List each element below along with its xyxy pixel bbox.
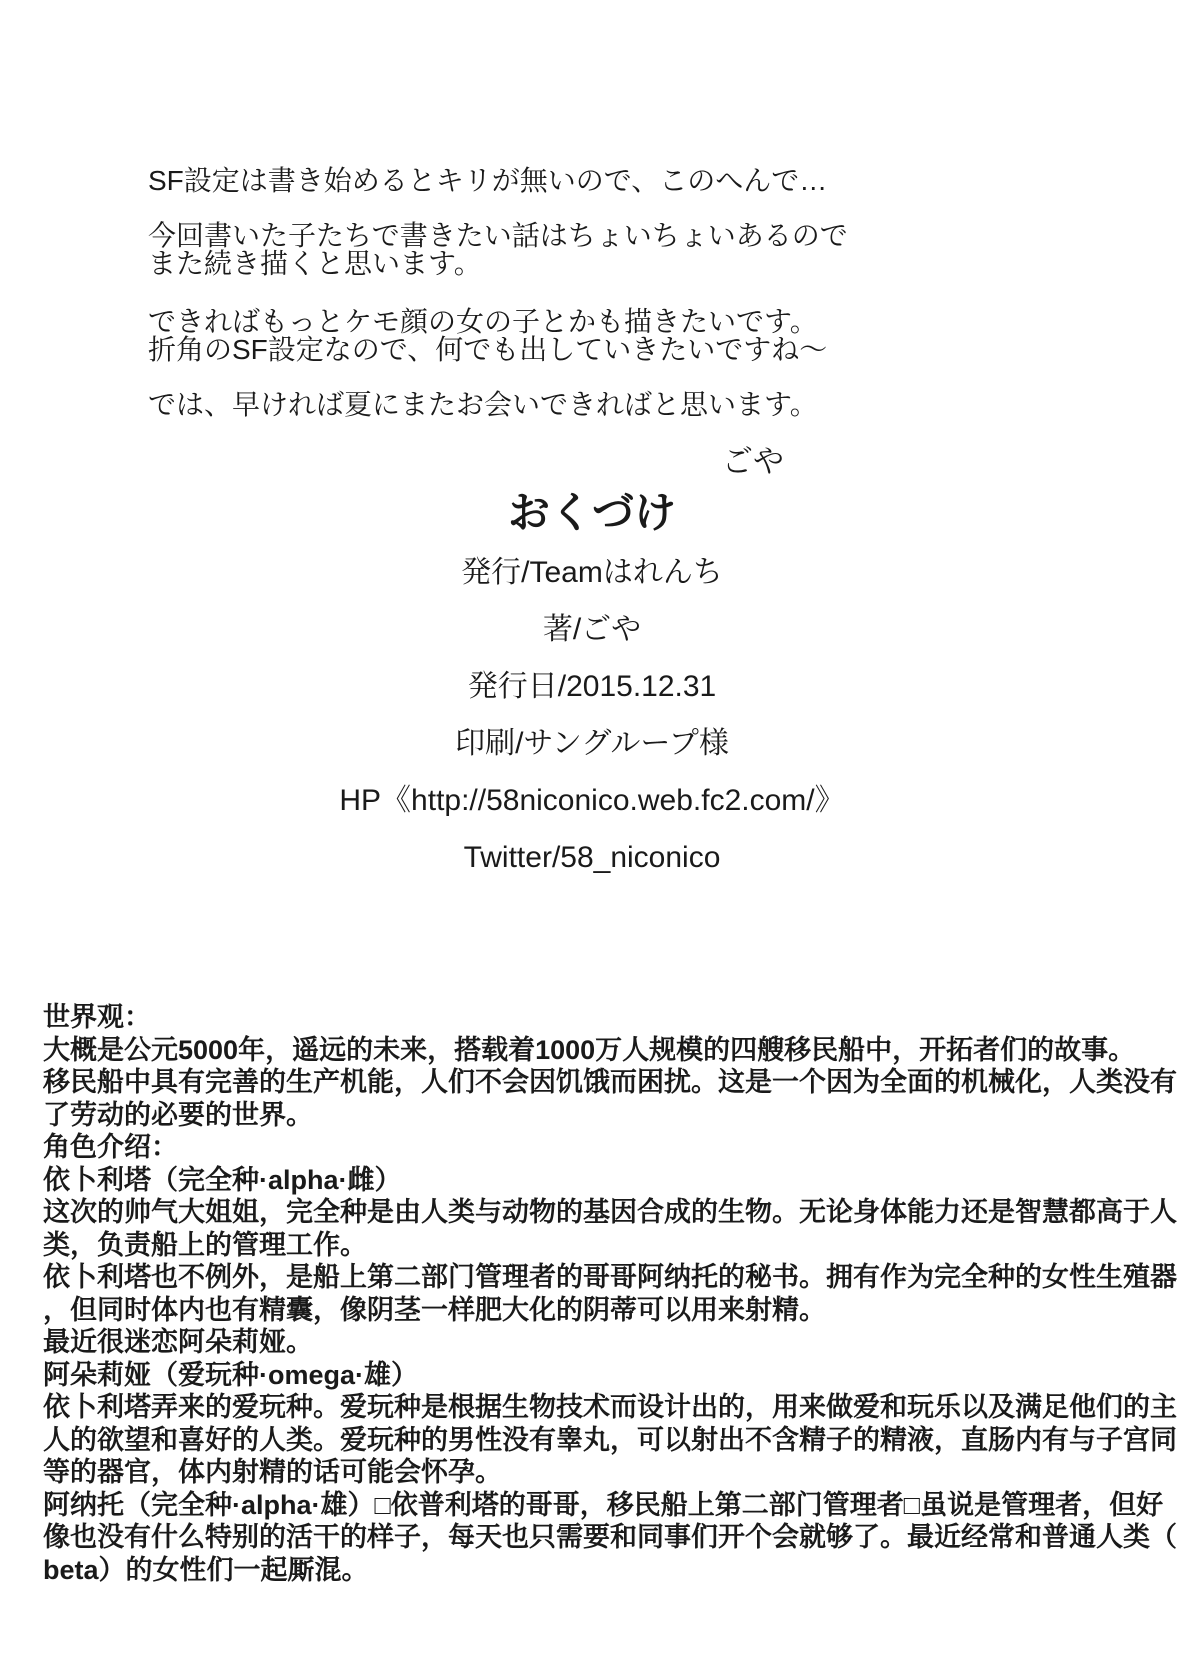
translation-notes-block [43, 1001, 1177, 1586]
notes-line: 最近很迷恋阿朵莉娅。 [43, 1327, 313, 1357]
colophon-publisher-entry: 発行/Teamはれんち [461, 556, 723, 589]
notes-line: 依卜利塔也不例外，是船上第二部门管理者的哥哥阿纳托的秘书。拥有作为完全种的女性生殖器 [43, 1262, 1177, 1292]
notes-line: 阿朵莉娅（爱玩种·omega·雄） [43, 1359, 419, 1390]
notes-line: 类，负责船上的管理工作。 [43, 1229, 367, 1260]
notes-line: 阿纳托（完全种·alpha·雄）□依普利塔的哥哥，移民船上第二部门管理者□虽说是管理者，但好 [43, 1489, 1164, 1520]
colophon-author-entry: 著/ごや [542, 613, 642, 646]
afterword-line: では、早ければ夏にまたお会いできればと思います。 [148, 389, 818, 420]
notes-line: ，但同时体内也有精囊，像阴茎一样肥大化的阴蒂可以用来射精。 [43, 1294, 826, 1325]
afterword-line: 今回書いた子たちで書きたい話はちょいちょいあるので [148, 220, 848, 251]
notes-line: 这次的帅气大姐姐，完全种是由人类与动物的基因合成的生物。无论身体能力还是智慧都高于人 [43, 1197, 1177, 1227]
notes-characters-heading: 角色介绍： [43, 1132, 178, 1162]
notes-line: 人的欲望和喜好的人类。爱玩种的男性没有睾丸，可以射出不含精子的精液，直肠内有与子宫同 [43, 1424, 1177, 1455]
notes-line: 像也没有什么特别的活干的样子，每天也只需要和同事们开个会就够了。最近经常和普通人类（ [43, 1522, 1177, 1552]
afterword-line: また続き描くと思います。 [148, 248, 482, 279]
notes-line: beta）的女性们一起厮混。 [43, 1554, 369, 1585]
afterword-block [148, 167, 848, 419]
colophon-date-entry: 発行日/2015.12.31 [467, 670, 717, 703]
afterword-line: できればもっとケモ顔の女の子とかも描きたいです。 [148, 306, 818, 337]
colophon-block [0, 490, 1184, 900]
notes-line: 移民船中具有完善的生产机能，人们不会因饥饿而困扰。这是一个因为全面的机械化，人类没有 [43, 1067, 1177, 1097]
author-signature: ごや [722, 444, 784, 480]
afterword-line: SF設定は書き始めるとキリが無いので、このへんで… [148, 165, 828, 196]
afterword-line: 折角のSF設定なので、何でも出していきたいですね～ [148, 334, 828, 365]
colophon-homepage-entry: HP《http://58niconico.web.fc2.com/》 [339, 784, 845, 817]
colophon-twitter-entry: Twitter/58_niconico [463, 841, 721, 874]
colophon-printer-entry: 印刷/サングループ様 [455, 727, 729, 760]
notes-line: 依卜利塔（完全种·alpha·雌） [43, 1164, 402, 1195]
notes-line: 了劳动的必要的世界。 [43, 1099, 313, 1130]
colophon-title: おくづけ [507, 488, 676, 537]
notes-line: 依卜利塔弄来的爱玩种。爱玩种是根据生物技术而设计出的，用来做爱和玩乐以及满足他们的主 [43, 1392, 1177, 1422]
notes-line: 大概是公元5000年，遥远的未来，搭载着1000万人规模的四艘移民船中，开拓者们的故事。 [43, 1034, 1136, 1065]
notes-line: 等的器官，体内射精的话可能会怀孕。 [43, 1457, 502, 1487]
notes-worldview-heading: 世界观： [43, 1002, 151, 1032]
